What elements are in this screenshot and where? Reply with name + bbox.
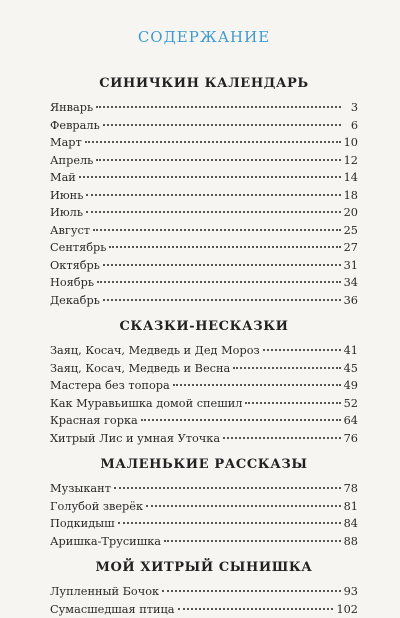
toc-entry-page: 20 bbox=[344, 204, 358, 222]
toc-list bbox=[50, 342, 358, 447]
toc-entry-title: Июнь bbox=[50, 187, 83, 205]
toc-entry bbox=[50, 360, 358, 378]
toc-entry bbox=[50, 222, 358, 240]
dot-leader bbox=[86, 211, 341, 213]
dot-leader bbox=[245, 402, 340, 404]
dot-leader bbox=[103, 264, 341, 266]
toc-entry bbox=[50, 169, 358, 187]
toc-list bbox=[50, 480, 358, 550]
dot-leader bbox=[103, 124, 341, 126]
toc-entry-page: 34 bbox=[344, 274, 358, 292]
dot-leader bbox=[85, 141, 341, 143]
toc-entry-title: Май bbox=[50, 169, 76, 187]
dot-leader bbox=[103, 299, 341, 301]
toc-entry-title: Декабрь bbox=[50, 292, 100, 310]
dot-leader bbox=[263, 349, 341, 351]
toc-entry bbox=[50, 480, 358, 498]
toc-entry-page: 31 bbox=[344, 257, 358, 275]
toc-entry-title: Лупленный Бочок bbox=[50, 583, 159, 601]
toc-entry-page: 64 bbox=[344, 412, 358, 430]
toc-entry-title: Музыкант bbox=[50, 480, 111, 498]
toc-entry-title: Красная горка bbox=[50, 412, 138, 430]
toc-entry-title: Мастера без топора bbox=[50, 377, 170, 395]
toc-entry-title: Как Муравьишка домой спешил bbox=[50, 395, 242, 413]
dot-leader bbox=[223, 437, 341, 439]
section-heading: МАЛЕНЬКИЕ РАССКАЗЫ bbox=[50, 457, 358, 472]
dot-leader bbox=[173, 384, 341, 386]
toc-entry bbox=[50, 583, 358, 601]
toc-entry-title: Заяц, Косач, Медведь и Дед Мороз bbox=[50, 342, 260, 360]
toc-entry-page: 52 bbox=[344, 395, 358, 413]
toc-list bbox=[50, 583, 358, 618]
toc-entry-page: 6 bbox=[344, 117, 358, 135]
dot-leader bbox=[164, 540, 341, 542]
toc-entry-title: Январь bbox=[50, 99, 93, 117]
toc-entry-page: 76 bbox=[344, 430, 358, 448]
toc-entry-title: Июль bbox=[50, 204, 83, 222]
dot-leader bbox=[96, 159, 340, 161]
toc-entry-title: Март bbox=[50, 134, 82, 152]
toc-entry bbox=[50, 430, 358, 448]
toc-section bbox=[50, 560, 358, 618]
toc-entry bbox=[50, 239, 358, 257]
toc-entry bbox=[50, 134, 358, 152]
toc-entry-page: 88 bbox=[344, 533, 358, 551]
toc-entry-title: Сумасшедшая птица bbox=[50, 601, 175, 618]
toc-entry-page: 41 bbox=[344, 342, 358, 360]
toc-entry bbox=[50, 292, 358, 310]
toc-entry bbox=[50, 257, 358, 275]
dot-leader bbox=[109, 246, 340, 248]
toc-entry-page: 3 bbox=[344, 99, 358, 117]
toc-section bbox=[50, 76, 358, 309]
toc-entry-title: Голубой зверёк bbox=[50, 498, 143, 516]
dot-leader bbox=[86, 194, 340, 196]
toc-entry-page: 25 bbox=[344, 222, 358, 240]
toc-entry-title: Заяц, Косач, Медведь и Весна bbox=[50, 360, 230, 378]
toc-entry-title: Подкидыш bbox=[50, 515, 115, 533]
toc-entry-page: 12 bbox=[344, 152, 358, 170]
toc-entry-page: 102 bbox=[336, 601, 358, 618]
toc-entry-page: 93 bbox=[344, 583, 358, 601]
toc-entry-title: Сентябрь bbox=[50, 239, 106, 257]
dot-leader bbox=[96, 106, 341, 108]
toc-entry bbox=[50, 515, 358, 533]
toc-entry-title: Апрель bbox=[50, 152, 93, 170]
toc-entry-page: 36 bbox=[344, 292, 358, 310]
toc-section bbox=[50, 319, 358, 447]
toc-entry-page: 27 bbox=[344, 239, 358, 257]
toc-entry bbox=[50, 342, 358, 360]
toc-entry-page: 81 bbox=[344, 498, 358, 516]
toc-entry-page: 10 bbox=[344, 134, 358, 152]
dot-leader bbox=[118, 522, 341, 524]
toc-entry bbox=[50, 204, 358, 222]
section-heading: СКАЗКИ-НЕСКАЗКИ bbox=[50, 319, 358, 334]
toc-entry-page: 84 bbox=[344, 515, 358, 533]
toc-entry-title: Февраль bbox=[50, 117, 100, 135]
toc-entry bbox=[50, 412, 358, 430]
dot-leader bbox=[114, 487, 341, 489]
toc-entry-title: Ноябрь bbox=[50, 274, 94, 292]
dot-leader bbox=[97, 281, 341, 283]
toc-sections bbox=[50, 76, 358, 618]
dot-leader bbox=[141, 419, 341, 421]
toc-entry-page: 49 bbox=[344, 377, 358, 395]
toc-entry bbox=[50, 152, 358, 170]
toc-entry-page: 78 bbox=[344, 480, 358, 498]
dot-leader bbox=[93, 229, 341, 231]
toc-list bbox=[50, 99, 358, 309]
toc-entry bbox=[50, 377, 358, 395]
section-heading: СИНИЧКИН КАЛЕНДАРЬ bbox=[50, 76, 358, 91]
dot-leader bbox=[178, 608, 334, 610]
toc-entry-page: 45 bbox=[344, 360, 358, 378]
toc-entry bbox=[50, 99, 358, 117]
section-heading: МОЙ ХИТРЫЙ СЫНИШКА bbox=[50, 560, 358, 575]
toc-entry bbox=[50, 395, 358, 413]
dot-leader bbox=[162, 590, 341, 592]
toc-section bbox=[50, 457, 358, 550]
toc-entry bbox=[50, 117, 358, 135]
toc-entry-page: 18 bbox=[344, 187, 358, 205]
toc-entry bbox=[50, 498, 358, 516]
dot-leader bbox=[146, 505, 341, 507]
toc-entry-title: Аришка-Трусишка bbox=[50, 533, 161, 551]
toc-entry-page: 14 bbox=[344, 169, 358, 187]
toc-entry bbox=[50, 187, 358, 205]
toc-entry-title: Хитрый Лис и умная Уточка bbox=[50, 430, 220, 448]
toc-entry bbox=[50, 533, 358, 551]
toc-entry-title: Октябрь bbox=[50, 257, 100, 275]
toc-entry bbox=[50, 601, 358, 618]
dot-leader bbox=[233, 367, 340, 369]
toc-entry-title: Август bbox=[50, 222, 90, 240]
dot-leader bbox=[79, 176, 341, 178]
page-title: СОДЕРЖАНИЕ bbox=[50, 28, 358, 46]
toc-entry bbox=[50, 274, 358, 292]
